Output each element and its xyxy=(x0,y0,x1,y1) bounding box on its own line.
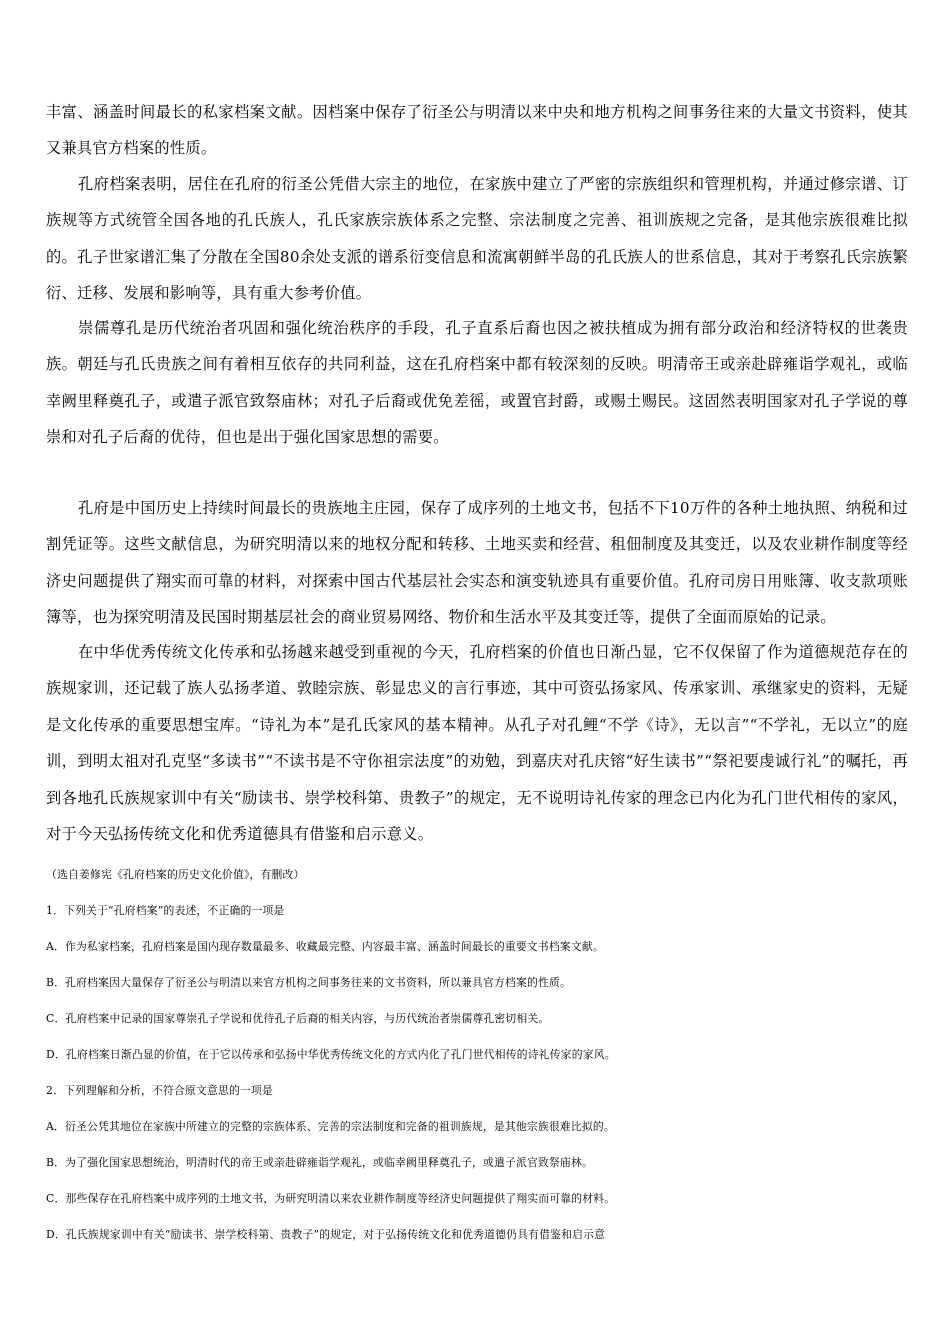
option-c: C．孔府档案中记录的国家尊崇孔子学说和优待孔子后裔的相关内容，与历代统治者崇儒尊孔密切相关。 xyxy=(46,1012,550,1025)
question-stem: 2．下列理解和分析，不符合原文意思的一项是 xyxy=(46,1084,274,1097)
option-a: A．衍圣公凭其地位在家族中所建立的完整的宗族体系、完善的宗法制度和完备的祖训族规，是其他宗族很难比拟的。 xyxy=(46,1120,615,1133)
option-c: C．那些保存在孔府档案中成序列的土地文书，为研究明清以来农业耕作制度等经济史问题提供了翔实而可靠的材料。 xyxy=(46,1192,616,1205)
article-paragraph: 崇儒尊孔是历代统治者巩固和强化统治秩序的手段，孔子直系后裔也因之被扶植成为拥有部分政治和经济特权的世袭贵族。朝廷与孔氏贵族之间有着相互依存的共同利益，这在孔府档案中都有较深刻的反映。明清帝王或亲赴辟雍诣学观礼，或临幸阙里释奠孔子，或遣子派官致祭庙林；对孔子后裔或优免差徭，或置官封爵，或赐土赐民。这固然表明国家对孔子学说的尊崇和对孔子后裔的优待，但也是出于强化国家思想的需要。 xyxy=(46,319,908,447)
option-d: D．孔府档案日渐凸显的价值，在于它以传承和弘扬中华优秀传统文化的方式内化了孔门世代相传的诗礼传家的家风。 xyxy=(46,1048,616,1061)
article-paragraph: 丰富、涵盖时间最长的私家档案文献。因档案中保存了衍圣公与明清以来中央和地方机构之间事务往来的大量文书资料，使其又兼具官方档案的性质。 xyxy=(46,103,908,158)
article-paragraph: 在中华优秀传统文化传承和弘扬越来越受到重视的今天，孔府档案的价值也日渐凸显，它不仅保留了作为道德规范存在的族规家训，还记载了族人弘扬孝道、敦睦宗族、彰显忠义的言行事迹，其中可资弘扬家风、传承家训、承继家史的资料，无疑是文化传承的重要思想宝库。“诗礼为本”是孔氏家风的基本精神。从孔子对孔鲤“不学《诗》，无以言”“不学礼，无以立”的庭训，到明太祖对孔克坚“多读书”“不读书是不守你祖宗法度”的劝勉，到嘉庆对孔庆镕“好生读书”“祭祀要虔诚行礼”的嘱托，再到各地孔氏族规家训中有关“励读书、崇学校科第、贵教子”的规定，无不说明诗礼传家的理念已内化为孔门世代相传的家风，对于今天弘扬传统文化和优秀道德具有借鉴和启示意义。 xyxy=(46,643,908,844)
article-paragraph: 孔府档案表明，居住在孔府的衍圣公凭借大宗主的地位，在家族中建立了严密的宗族组织和管理机构，并通过修宗谱、订族规等方式统管全国各地的孔氏族人，孔氏家族宗族体系之完整、宗法制度之完善、祖训族规之完备，是其他宗族很难比拟的。孔子世家谱汇集了分散在全国80余处支派的谱系衍变信息和流寓朝鲜半岛的孔氏族人的世系信息，其对于考察孔氏宗族繁衍、迁移、发展和影响等，具有重大参考价值。 xyxy=(46,175,908,303)
option-d: D．孔氏族规家训中有关“励读书、崇学校科第、贵教子”的规定，对于弘扬传统文化和优秀道德仍具有借鉴和启示意 xyxy=(46,1228,606,1241)
source-citation: （选自姜修宪《孔府档案的历史文化价值》，有删改） xyxy=(46,868,305,881)
article-paragraph: 孔府是中国历史上持续时间最长的贵族地主庄园，保存了成序列的土地文书，包括不下10万件的各种土地执照、纳税和过割凭证等。这些文献信息，为研究明清以来的地权分配和转移、土地买卖和经营、租佃制度及其变迁，以及农业耕作制度等经济史问题提供了翔实而可靠的材料，对探索中国古代基层社会实态和演变轨迹具有重要价值。孔府司房日用账簿、收支款项账簿等，也为探究明清及民国时期基层社会的商业贸易网络、物价和生活水平及其变迁等，提供了全面而原始的记录。 xyxy=(46,499,908,627)
option-a: A．作为私家档案，孔府档案是国内现存数量最多、收藏最完整、内容最丰富、涵盖时间最长的重要文书档案文献。 xyxy=(46,940,604,953)
question-stem: 1．下列关于“孔府档案”的表述，不正确的一项是 xyxy=(46,904,285,917)
option-b: B．为了强化国家思想统治，明清时代的帝王或亲赴辟雍诣学观礼，或临幸阙里释奠孔子，或遣子派官致祭庙林。 xyxy=(46,1156,593,1169)
option-b: B．孔府档案因大量保存了衍圣公与明清以来官方机构之间事务往来的文书资料，所以兼具官方档案的性质。 xyxy=(46,976,571,989)
